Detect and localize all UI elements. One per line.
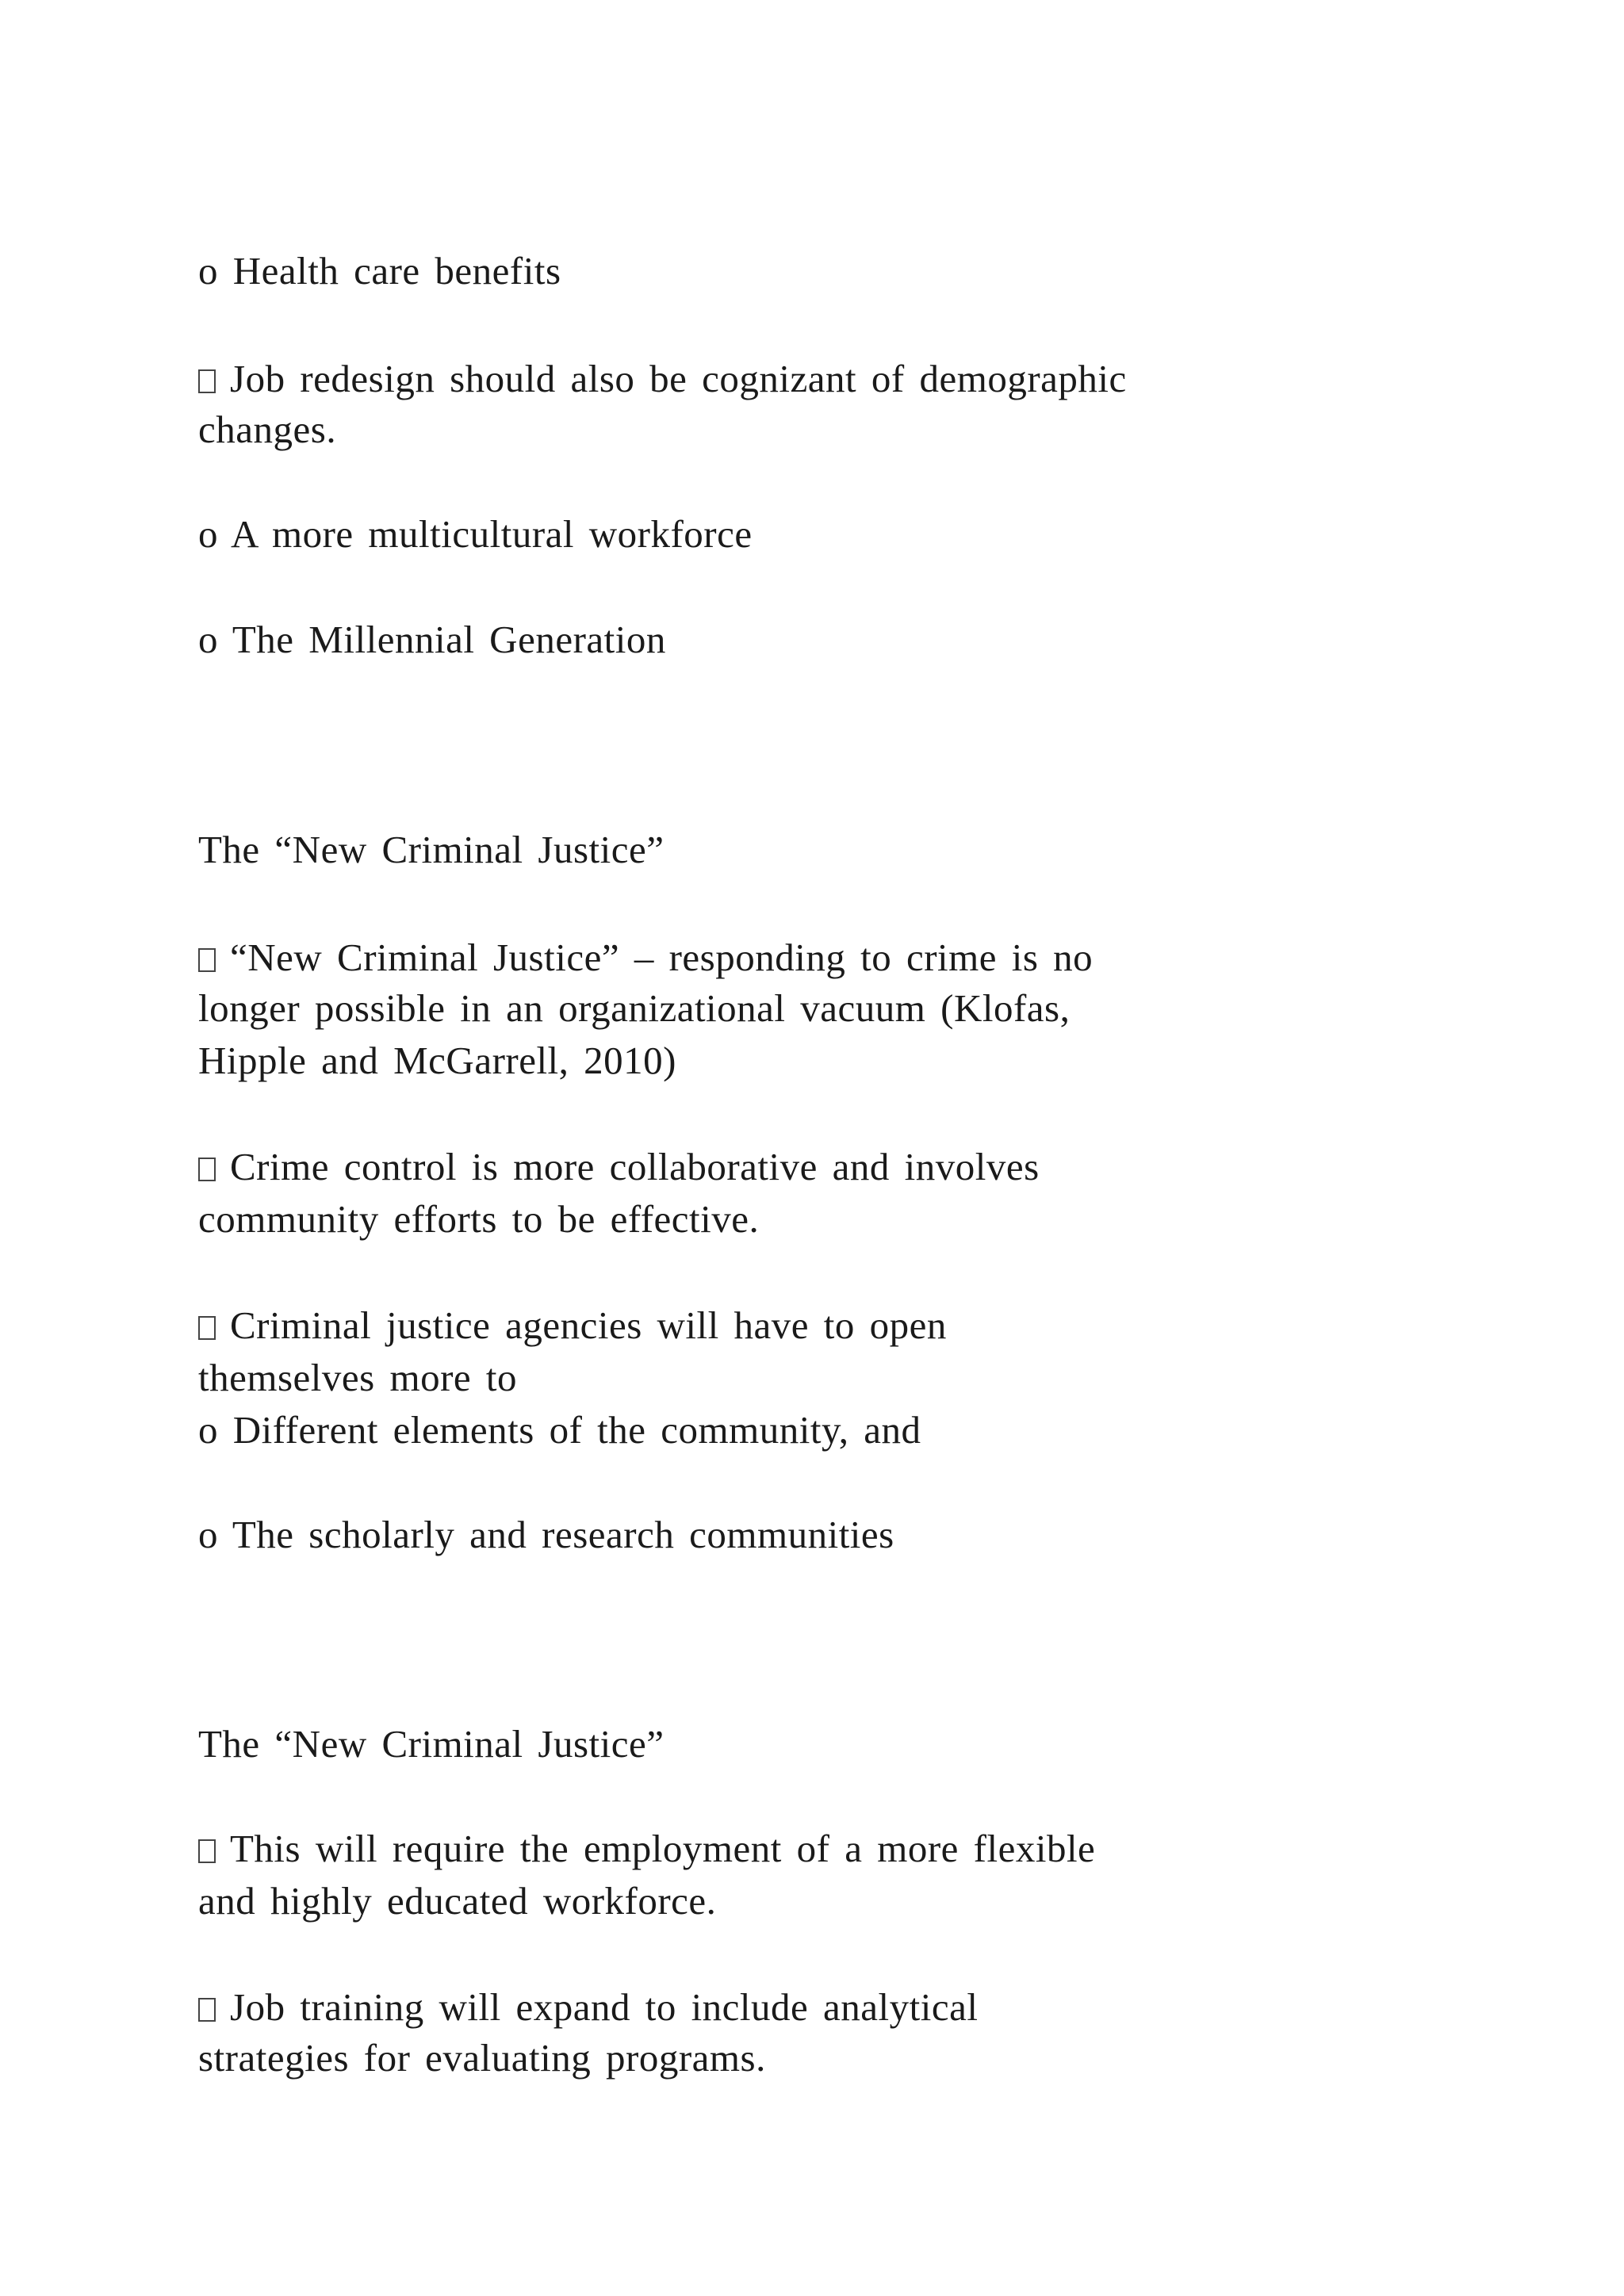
bullet-agencies-cont: themselves more to <box>198 1356 518 1399</box>
bullet-new-criminal-justice-cont: longer possible in an organizational vacuum (Klofas, <box>198 986 1071 1030</box>
bullet-workforce <box>198 1823 1095 1874</box>
bullet-new-criminal-justice <box>198 932 1093 983</box>
sub-bullet-community: o Different elements of the community, and <box>198 1408 921 1452</box>
bullet-agencies <box>198 1300 947 1351</box>
bullet-job-training-cont: strategies for evaluating programs. <box>198 2036 766 2080</box>
bullet-crime-control <box>198 1142 1040 1192</box>
bullet-workforce-cont: and highly educated workforce. <box>198 1879 717 1923</box>
sub-bullet-health-care: o Health care benefits <box>198 249 561 293</box>
bullet-job-training <box>198 1982 979 2033</box>
sub-bullet-scholarly: o The scholarly and research communities <box>198 1513 894 1556</box>
section-heading: The “New Criminal Justice” <box>198 828 665 871</box>
bullet-new-criminal-justice-cont: Hipple and McGarrell, 2010) <box>198 1039 676 1082</box>
missing-glyph-icon <box>198 1839 216 1863</box>
missing-glyph-icon <box>198 1316 216 1340</box>
bullet-text: “New Criminal Justice” – responding to crime is no <box>230 936 1094 979</box>
bullet-text: This will require the employment of a more flexible <box>230 1827 1096 1870</box>
bullet-text: Job redesign should also be cognizant of demographic <box>230 357 1127 400</box>
missing-glyph-icon <box>198 1998 216 2022</box>
sub-bullet-millennial: o The Millennial Generation <box>198 618 666 661</box>
missing-glyph-icon <box>198 948 216 972</box>
section-heading: The “New Criminal Justice” <box>198 1722 665 1766</box>
bullet-crime-control-cont: community efforts to be effective. <box>198 1197 760 1241</box>
missing-glyph-icon <box>198 369 216 393</box>
bullet-job-redesign <box>198 354 1127 404</box>
sub-bullet-multicultural: o A more multicultural workforce <box>198 512 753 556</box>
bullet-text: Crime control is more collaborative and involves <box>230 1145 1040 1188</box>
bullet-text: Job training will expand to include analytical <box>230 1985 979 2029</box>
bullet-text: Criminal justice agencies will have to open <box>230 1303 947 1347</box>
bullet-job-redesign-cont: changes. <box>198 408 337 451</box>
missing-glyph-icon <box>198 1158 216 1181</box>
